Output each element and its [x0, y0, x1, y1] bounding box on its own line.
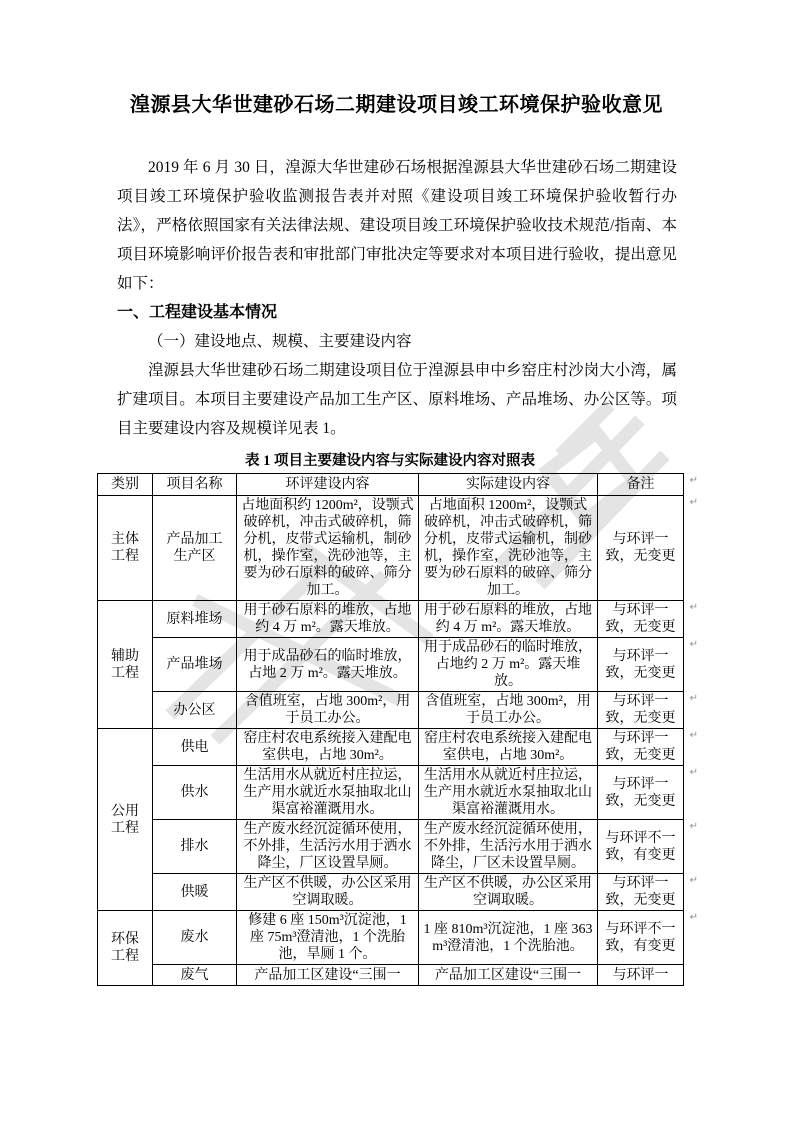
header-remark-label: 备注 — [626, 477, 655, 492]
cell-project-name — [153, 729, 237, 766]
table-row — [98, 820, 684, 874]
project-name-label: 供暖 — [180, 884, 209, 900]
cell-actual: 含值班室，占地 300m²，用于员工办公。 — [419, 692, 598, 729]
table-row — [98, 766, 684, 820]
cell-project-name — [153, 766, 237, 820]
remark-label: 与环评一致，无变更 — [605, 603, 676, 635]
remark-label: 与环评一致，无变更 — [605, 648, 676, 681]
cell-remark — [598, 911, 698, 965]
table-row — [98, 638, 684, 692]
project-name-label: 排水 — [180, 839, 209, 854]
row-end-mark: ↵ — [689, 912, 698, 923]
project-name-label: 原料堆场 — [166, 611, 223, 627]
category-label: 公用工程 — [111, 803, 139, 836]
table-row — [98, 729, 684, 766]
cell-project-name — [153, 692, 237, 729]
cell-eia: 生产区不供暖，办公区采用空调取暖。 — [237, 874, 419, 911]
remark-label: 与环评一致，无变更 — [605, 776, 676, 809]
row-end-mark: ↵ — [689, 639, 698, 650]
project-name-label: 废水 — [180, 930, 209, 945]
cell-actual: 产品加工区建设“三围一 — [419, 965, 598, 986]
comparison-table — [97, 473, 698, 986]
remark-label: 与环评一致，无变更 — [605, 532, 676, 564]
remark-label: 与环评一致，无变更 — [605, 694, 676, 726]
cell-remark — [598, 601, 698, 638]
cell-eia: 用于成品砂石的临时堆放，占地 2 万 m²。露天堆放。 — [237, 638, 419, 692]
cell-actual: 占地面积 1200m²，设颚式破碎机，冲击式破碎机，筛分机，皮带式运输机，制砂机，操作室，洗砂池等，主要为砂石原料的破碎、筛分加工。 — [419, 496, 598, 601]
table-header-row — [98, 474, 684, 496]
row-end-mark: ↵ — [689, 475, 698, 486]
section-subheading: （一）建设地点、规模、主要建设内容 — [148, 333, 412, 350]
cell-remark — [598, 496, 698, 601]
table-row — [98, 692, 684, 729]
cell-actual: 生活用水从就近村庄拉运，生产用水就近水泵抽取北山渠富裕灌溉用水。 — [419, 766, 598, 820]
cell-actual: 用于砂石原料的堆放，占地约 4 万 m²。露天堆放。 — [419, 601, 598, 638]
project-name-label: 废气 — [180, 967, 209, 983]
project-name-label: 产品堆场 — [166, 657, 223, 672]
cell-project-name — [153, 638, 237, 692]
table-row-cut-off — [98, 965, 684, 986]
cell-eia: 生活用水从就近村庄拉运，生产用水就近水泵抽取北山渠富裕灌溉用水。 — [237, 766, 419, 820]
cell-eia: 修建 6 座 150m³沉淀池，1 座 75m³澄清池，1 个洗胎池，旱厕 1 个。 — [237, 911, 419, 965]
cell-actual: 1 座 810m³沉淀池，1 座 363m³澄清池，1 个洗胎池。 — [419, 911, 598, 965]
remark-label: 与环评一致，无变更 — [605, 731, 676, 763]
cell-remark — [598, 766, 698, 820]
cell-category — [98, 601, 153, 729]
row-end-mark: ↵ — [689, 875, 698, 886]
cell-project-name — [153, 601, 237, 638]
category-label: 环保工程 — [111, 932, 139, 964]
cell-project-name — [153, 496, 237, 601]
table-row — [98, 911, 684, 965]
cell-remark — [598, 965, 684, 986]
project-name-label: 供电 — [180, 739, 209, 755]
cell-category — [98, 729, 153, 911]
cell-remark — [598, 692, 698, 729]
row-end-mark: ↵ — [689, 821, 698, 832]
cell-eia: 窑庄村农电系统接入建配电室供电，占地 30m²。 — [237, 729, 419, 766]
table-caption: 表 1 项目主要建设内容与实际建设内容对照表 — [245, 453, 535, 469]
cell-eia: 含值班室，占地 300m²，用于员工办公。 — [237, 692, 419, 729]
header-category: 类别 — [98, 474, 153, 496]
intro-paragraph: 2019 年 6 月 30 日，湟源大华世建砂石场根据湟源县大华世建砂石场二期建设项目竣工环境保护验收监测报告表并对照《建设项目竣工环境保护验收暂行办法》，严格依照国家有关法律法规、建设项目竣工环境保护验收技术规范/指南、本项目环境影响评价报告表和审批部门审批决定等要求对本项目进行验收，提出意见如下： — [117, 159, 677, 292]
row-end-mark: ↵ — [689, 497, 698, 508]
row-end-mark: ↵ — [689, 693, 698, 704]
cell-actual: 窑庄村农电系统接入建配电室供电，占地 30m²。 — [419, 729, 598, 766]
remark-label: 与环评一致，无变更 — [605, 876, 676, 908]
cell-remark — [598, 820, 698, 874]
cell-eia: 占地面积约 1200m²，设颚式破碎机，冲击式破碎机，筛分机，皮带式运输机，制砂机，操作室，洗砂池等，主要为砂石原料的破碎、筛分加工。 — [237, 496, 419, 601]
remark-label: 与环评不一致，有变更 — [605, 921, 676, 954]
header-eia-content: 环评建设内容 — [237, 474, 419, 496]
cell-remark — [598, 729, 698, 766]
cell-project-name — [153, 965, 237, 986]
header-project-name: 项目名称 — [153, 474, 237, 496]
table-row — [98, 496, 684, 601]
cell-project-name — [153, 911, 237, 965]
category-label: 主体工程 — [111, 532, 139, 564]
cell-remark — [598, 638, 698, 692]
cell-category — [98, 911, 153, 986]
cell-project-name — [153, 874, 237, 911]
remark-label: 与环评一 — [612, 967, 669, 983]
row-end-mark: ↵ — [689, 730, 698, 741]
cell-eia: 产品加工区建设“三围一 — [237, 965, 419, 986]
remark-label: 与环评不一致，有变更 — [605, 830, 676, 863]
table-row — [98, 601, 684, 638]
project-name-label: 办公区 — [173, 702, 216, 718]
cell-actual: 生产废水经沉淀循环使用，不外排，生活污水用于洒水降尘，厂区未设置旱厕。 — [419, 820, 598, 874]
cell-actual: 生产区不供暖，办公区采用空调取暖。 — [419, 874, 598, 911]
cell-eia: 用于砂石原料的堆放，占地约 4 万 m²。露天堆放。 — [237, 601, 419, 638]
cell-category — [98, 496, 153, 601]
row-end-mark: ↵ — [689, 767, 698, 778]
header-actual-content: 实际建设内容 — [419, 474, 598, 496]
cell-project-name — [153, 820, 237, 874]
category-label: 辅助工程 — [111, 648, 139, 681]
page-title: 湟源县大华世建砂石场二期建设项目竣工环境保护验收意见 — [130, 94, 663, 116]
cell-remark — [598, 874, 698, 911]
header-remark — [598, 474, 698, 496]
cell-actual: 用于成品砂石的临时堆放，占地约 2 万 m²。露天堆放。 — [419, 638, 598, 692]
section-heading: 一、工程建设基本情况 — [117, 304, 278, 321]
table-row — [98, 874, 684, 911]
project-name-label: 产品加工生产区 — [166, 532, 223, 564]
row-end-mark: ↵ — [689, 602, 698, 613]
project-name-label: 供水 — [180, 785, 209, 800]
section-body-paragraph: 湟源县大华世建砂石场二期建设项目位于湟源县申中乡窑庄村沙岗大小湾，属扩建项目。本项目主要建设产品加工生产区、原料堆场、产品堆场、办公区等。项目主要建设内容及规模详见表 1。 — [117, 362, 677, 437]
cell-eia: 生产废水经沉淀循环使用，不外排，生活污水用于洒水降尘，厂区设置旱厕。 — [237, 820, 419, 874]
